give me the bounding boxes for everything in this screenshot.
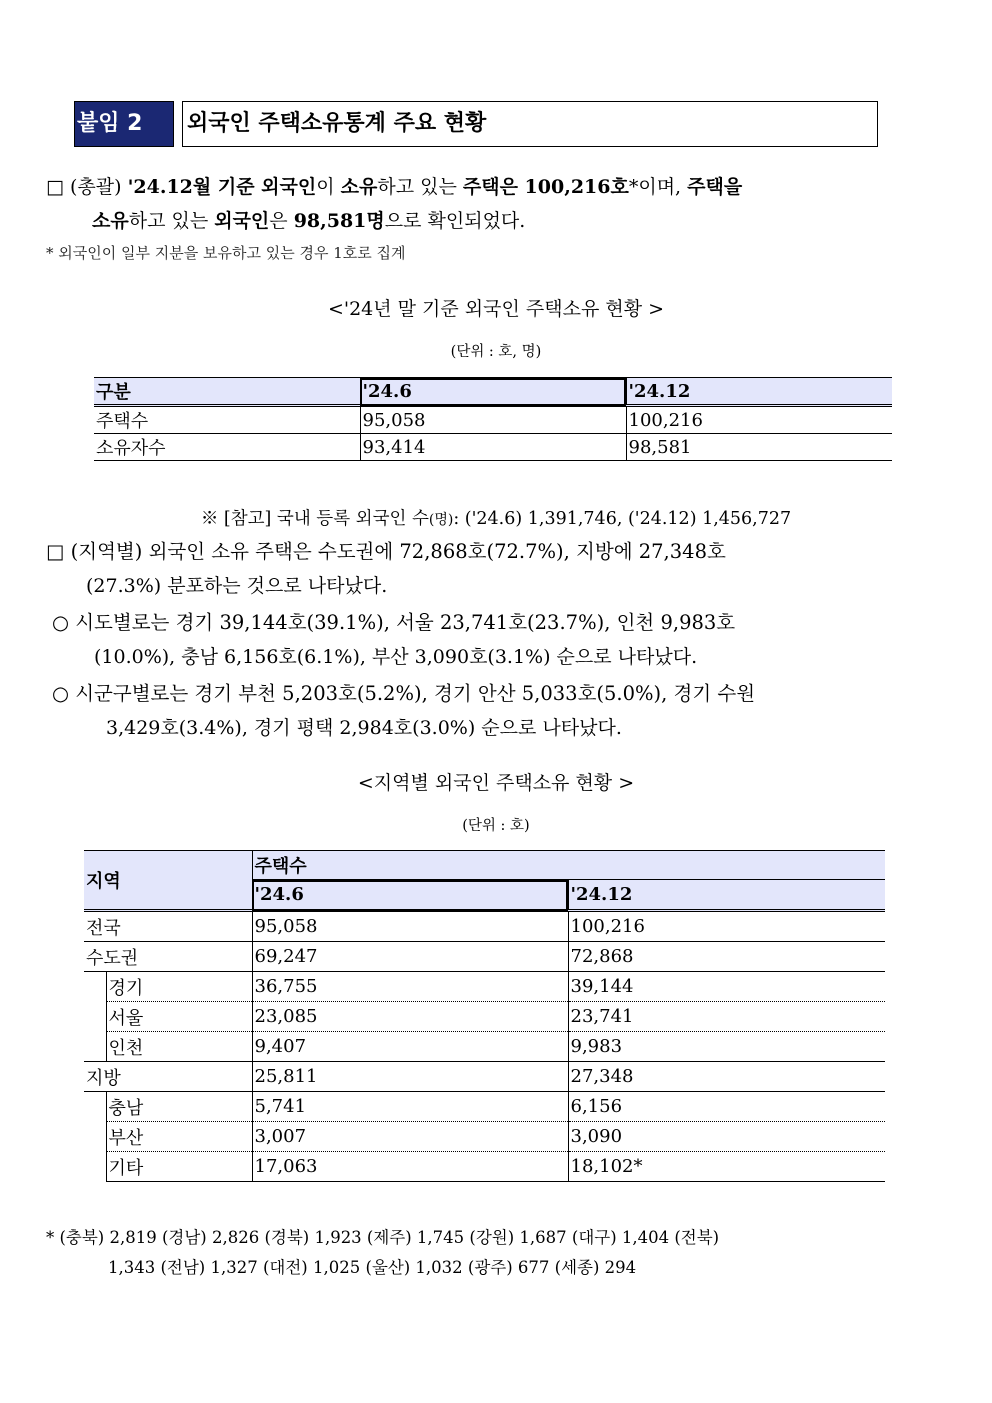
table-row: 부산 3,007 3,090 [84,1122,885,1152]
summary-paragraph-line1: □ (총괄) '24.12월 기준 외국인이 소유하고 있는 주택은 100,216호*이며, 주택을 [46,176,743,198]
regional-ownership-table [84,850,885,1182]
district-bullet-line1: ○ 시군구별로는 경기 부천 5,203호(5.2%), 경기 안산 5,033호(5.0%), 경기 수원 [52,682,756,705]
table2-header-row [84,851,885,880]
province-bullet-line1: ○ 시도별로는 경기 39,144호(39.1%), 서울 23,741호(23.7%), 인천 9,983호 [52,611,736,634]
table1-caption: <'24년 말 기준 외국인 주택소유 현황 > [327,298,665,320]
table-row: 지방 25,811 27,348 [84,1062,885,1092]
summary-footnote: * 외국인이 일부 지분을 보유하고 있는 경우 1호로 집계 [46,244,406,262]
table-row: 인천 9,407 9,983 [84,1032,885,1062]
table-row: 기타 17,063 18,102* [84,1152,885,1182]
regional-paragraph-line2: (27.3%) 분포하는 것으로 나타났다. [86,575,388,597]
summary-paragraph-line2: 소유하고 있는 외국인은 98,581명으로 확인되었다. [92,210,526,232]
table1-header-category: 구분 [94,378,360,406]
checkbox-bullet: □ [46,176,64,198]
page-title: 외국인 주택소유통계 주요 현황 [182,101,878,147]
province-bullet-line2: (10.0%), 충남 6,156호(6.1%), 부산 3,090호(3.1%) 순으로 나타났다. [94,646,698,668]
table-row: 서울 23,085 23,741 [84,1002,885,1032]
table-row: 경기 36,755 39,144 [84,972,885,1002]
table-row: 수도권 69,247 72,868 [84,942,885,972]
registered-foreigners-note: ※ [참고] 국내 등록 외국인 수(명): ('24.6) 1,391,746, ('24.12) 1,456,727 [200,509,792,529]
ownership-summary-table [94,377,892,461]
table1-header-period2: '24.12 [626,378,892,406]
table2-unit: (단위 : 호) [462,818,530,834]
table2-footnote-line1: * (충북) 2,819 (경남) 2,826 (경북) 1,923 (제주) 1,745 (강원) 1,687 (대구) 1,404 (전북) [46,1228,720,1247]
appendix-badge: 붙임 2 [74,101,174,147]
table2-header-period1: '24.6 [252,880,568,911]
table2-header-region: 지역 [84,851,252,911]
table2-caption: <지역별 외국인 주택소유 현황 > [357,772,635,794]
table-row: 주택수 95,058 100,216 [94,406,892,434]
table-row: 전국 95,058 100,216 [84,911,885,942]
checkbox-bullet: □ [46,540,65,563]
table-row: 소유자수 93,414 98,581 [94,434,892,461]
table2-header-period2: '24.12 [568,880,885,911]
table2-footnote-line2: 1,343 (전남) 1,327 (대전) 1,025 (울산) 1,032 (광주) 677 (세종) 294 [108,1258,637,1277]
table2-header-count: 주택수 [252,851,885,880]
table-row: 충남 5,741 6,156 [84,1092,885,1122]
table1-header-period1: '24.6 [360,378,626,406]
regional-paragraph-line1: □ (지역별) 외국인 소유 주택은 수도권에 72,868호(72.7%), 지방에 27,348호 [46,540,726,563]
table1-unit: (단위 : 호, 명) [450,344,542,360]
table1-header-row [94,378,892,406]
district-bullet-line2: 3,429호(3.4%), 경기 평택 2,984호(3.0%) 순으로 나타났다. [106,717,622,739]
